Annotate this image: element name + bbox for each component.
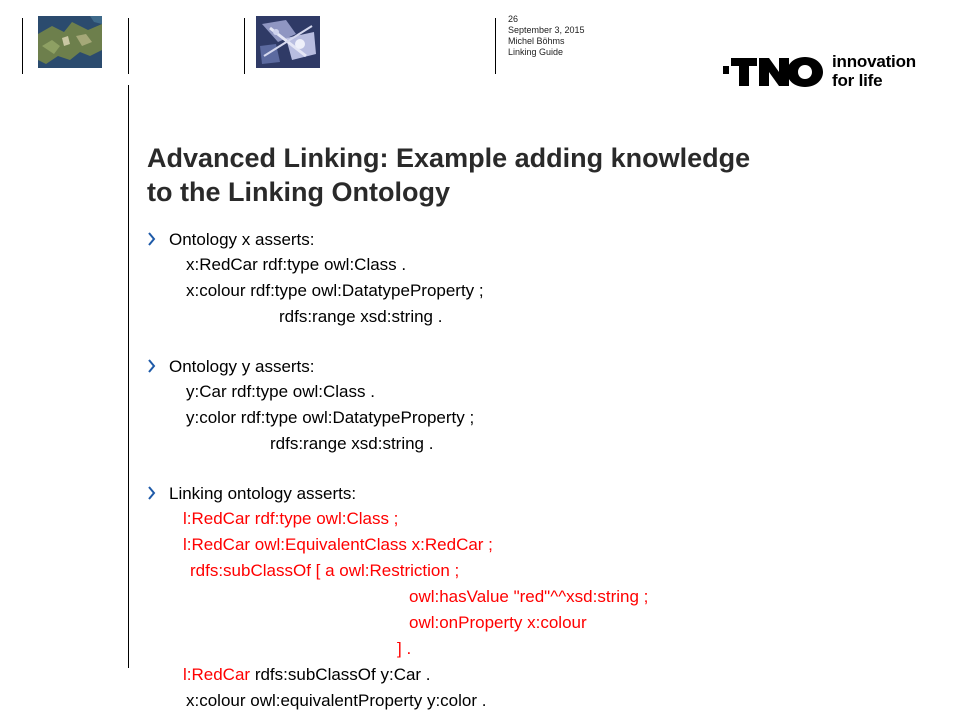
bullet-section-linking-ontology (147, 483, 907, 710)
divider-line (128, 85, 129, 668)
code-line: y:Car rdf:type owl:Class . (186, 382, 375, 401)
code-line: rdfs:range xsd:string . (279, 307, 443, 326)
title-line-2: to the Linking Ontology (147, 177, 450, 207)
bullet-item (147, 229, 907, 255)
logo-tagline (832, 52, 916, 90)
chevron-right-icon (147, 358, 156, 374)
bullet-section-ontology-y (147, 356, 907, 453)
document-name: Linking Guide (508, 47, 564, 57)
slide-meta (508, 14, 585, 58)
slide-title (147, 141, 907, 209)
bullet-label: Ontology x asserts: (169, 230, 315, 249)
code-line: y:color rdf:type owl:DatatypeProperty ; (186, 408, 475, 427)
title-line-1: Advanced Linking: Example adding knowledge (147, 143, 751, 173)
bullet-label: Linking ontology asserts: (169, 484, 357, 503)
code-line-highlighted: rdfs:subClassOf [ a owl:Restriction ; (190, 561, 460, 580)
divider-line (22, 18, 23, 74)
bullet-item (147, 356, 907, 382)
code-line: x:colour rdf:type owl:DatatypeProperty ; (186, 281, 484, 300)
divider-line (495, 18, 496, 74)
slide-date: September 3, 2015 (508, 25, 585, 35)
divider-line (244, 18, 245, 74)
tagline-line-1: innovation (832, 52, 916, 71)
bullet-item (147, 483, 907, 509)
bullet-label: Ontology y asserts: (169, 357, 315, 376)
tagline-line-2: for life (832, 71, 883, 90)
satellite-city-image (256, 16, 320, 68)
code-line: x:RedCar rdf:type owl:Class . (186, 255, 407, 274)
code-line-highlighted: l:RedCar rdf:type owl:Class ; (183, 509, 399, 528)
chevron-right-icon (147, 231, 156, 247)
code-line-highlighted: owl:hasValue "red"^^xsd:string ; (409, 587, 649, 606)
tno-logo-mark (723, 54, 825, 88)
divider-line (128, 18, 129, 74)
code-line-highlighted: l:RedCar owl:EquivalentClass x:RedCar ; (183, 535, 493, 554)
code-line-highlighted: owl:onProperty x:colour (409, 613, 587, 632)
satellite-map-image (38, 16, 102, 68)
code-fragment: rdfs:subClassOf y:Car . (250, 665, 431, 684)
slide-author: Michel Böhms (508, 36, 565, 46)
code-fragment-highlighted: l:RedCar (183, 665, 251, 684)
code-line-mixed (183, 664, 431, 686)
page-number: 26 (508, 14, 519, 24)
bullet-section-ontology-x (147, 229, 907, 326)
satellite-map-thumbnail (38, 16, 102, 68)
code-line: x:colour owl:equivalentProperty y:color . (186, 691, 487, 710)
satellite-city-thumbnail (256, 16, 320, 68)
code-line: rdfs:range xsd:string . (270, 434, 434, 453)
code-line-highlighted: ] . (397, 639, 412, 658)
tno-logo (723, 52, 923, 96)
chevron-right-icon (147, 485, 156, 501)
